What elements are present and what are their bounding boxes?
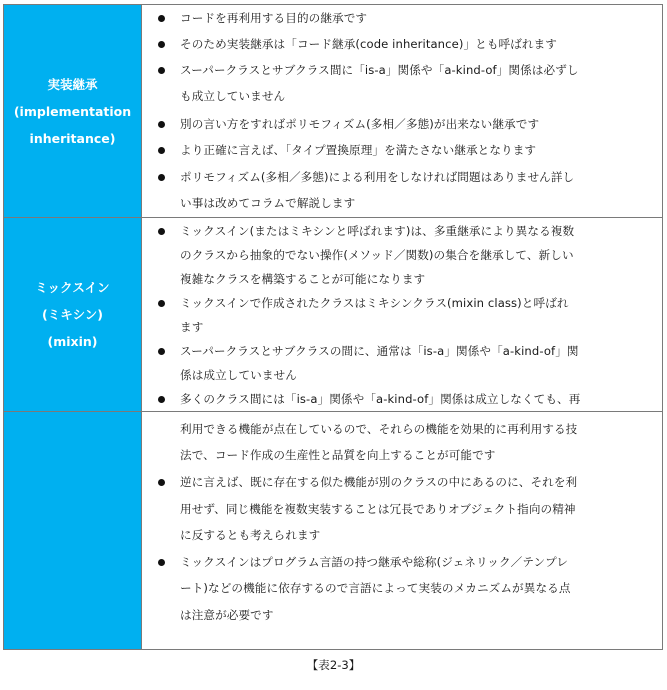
bullet-line: [150, 386, 652, 412]
table-row-implementation-inheritance: [4, 5, 662, 217]
bullet-line: [150, 137, 652, 163]
line-text: 逆に言えば、既に存在する似た機能が別のクラスの中にあるのに、それを利: [180, 475, 578, 489]
bullet-dot-icon: [158, 348, 165, 355]
bullet-dot-icon: [158, 300, 165, 307]
row-header-line: inheritance): [29, 130, 116, 146]
continuation-line: [150, 314, 652, 340]
bullet-dot-icon: [158, 67, 165, 74]
bullet-dot-icon: [158, 147, 165, 154]
line-text: のクラスから抽象的でない操作(メソッド／関数)の集合を継承して、新しい: [180, 248, 574, 262]
line-text: スーパークラスとサブクラスの間に、通常は「is-a」関係や「a-kind-of」関: [180, 344, 579, 358]
bullet-line: [150, 290, 652, 316]
bullet-dot-icon: [158, 15, 165, 22]
row-header-cell: [4, 5, 142, 217]
line-text: に反するとも考えられます: [180, 528, 321, 542]
bullet-dot-icon: [158, 121, 165, 128]
line-text: そのため実装継承は「コード継承(code inheritance)」とも呼ばれます: [180, 37, 557, 51]
continuation-line: [150, 575, 652, 601]
bullet-line: [150, 469, 652, 495]
line-text: 別の言い方をすればポリモフィズム(多相／多態)が出来ない継承です: [180, 117, 540, 131]
bullet-line: [150, 5, 652, 31]
line-text: は注意が必要です: [180, 608, 274, 622]
line-text: ート)などの機能に依存するので言語によって実装のメカニズムが異なる点: [180, 581, 571, 595]
bullet-dot-icon: [158, 559, 165, 566]
bullet-dot-icon: [158, 396, 165, 403]
line-text: 用せず、同じ機能を複数実装することは冗長でありオブジェクト指向の精神: [180, 502, 576, 516]
line-text: も成立していません: [180, 89, 286, 103]
line-text: ミックスインはプログラム言語の持つ継承や総称(ジェネリック／テンプレ: [180, 555, 569, 569]
continuation-line: [150, 266, 652, 292]
line-text: スーパークラスとサブクラス間に「is-a」関係や「a-kind-of」関係は必ずし: [180, 63, 579, 77]
bullet-line: [150, 164, 652, 190]
bullet-dot-icon: [158, 41, 165, 48]
line-text: ます: [180, 320, 204, 334]
table-caption: 【表2-3】: [306, 658, 361, 672]
row-content-cell: [142, 218, 662, 411]
line-text: ポリモフィズム(多相／多態)による利用をしなければ問題はありません詳し: [180, 170, 575, 184]
line-text: より正確に言えば、「タイプ置換原理」を満たさない継承となります: [180, 143, 537, 157]
continuation-line: [150, 442, 652, 468]
line-text: い事は改めてコラムで解説します: [180, 196, 356, 210]
line-text: 法で、コード作成の生産性と品質を向上することが可能です: [180, 448, 496, 462]
continuation-line: [150, 242, 652, 268]
continuation-line: [150, 522, 652, 548]
table-row-mixin: [4, 217, 662, 411]
bullet-dot-icon: [158, 479, 165, 486]
continuation-line: [150, 362, 652, 388]
line-text: 多くのクラス間には「is-a」関係や「a-kind-of」関係は成立しなくても、再: [180, 392, 581, 406]
row-header-line: (ミキシン): [42, 307, 103, 322]
row-header-cell-empty: [4, 412, 142, 649]
bullet-dot-icon: [158, 174, 165, 181]
continuation-line: [150, 496, 652, 522]
bullet-line: [150, 111, 652, 137]
table-row-continuation: [4, 411, 662, 649]
continuation-line: [150, 190, 652, 216]
row-header-line: ミックスイン: [35, 280, 110, 295]
continuation-line: [150, 416, 652, 442]
row-header-line: (mixin): [47, 334, 98, 349]
row-header-line: (implementation: [13, 103, 132, 119]
continuation-line: [150, 83, 652, 109]
row-content-cell: [142, 412, 662, 649]
row-header-line: 実装継承: [47, 76, 98, 92]
line-text: 複雑なクラスを構築することが可能になります: [180, 272, 426, 286]
bullet-dot-icon: [158, 228, 165, 235]
bullet-line: [150, 338, 652, 364]
line-text: ミックスインで作成されたクラスはミキシンクラス(mixin class)と呼ばれ: [180, 296, 569, 310]
comparison-table: [3, 4, 663, 650]
bullet-line: [150, 549, 652, 575]
line-text: 係は成立していません: [180, 368, 297, 382]
bullet-line: [150, 57, 652, 83]
line-text: 利用できる機能が点在しているので、それらの機能を効果的に再利用する技: [180, 422, 578, 436]
bullet-line: [150, 218, 652, 244]
continuation-line: [150, 602, 652, 628]
row-content-cell: [142, 5, 662, 217]
line-text: コードを再利用する目的の継承です: [180, 11, 368, 25]
line-text: ミックスイン(またはミキシンと呼ばれます)は、多重継承により異なる複数: [180, 224, 575, 238]
row-header-cell: [4, 218, 142, 411]
bullet-line: [150, 31, 652, 57]
